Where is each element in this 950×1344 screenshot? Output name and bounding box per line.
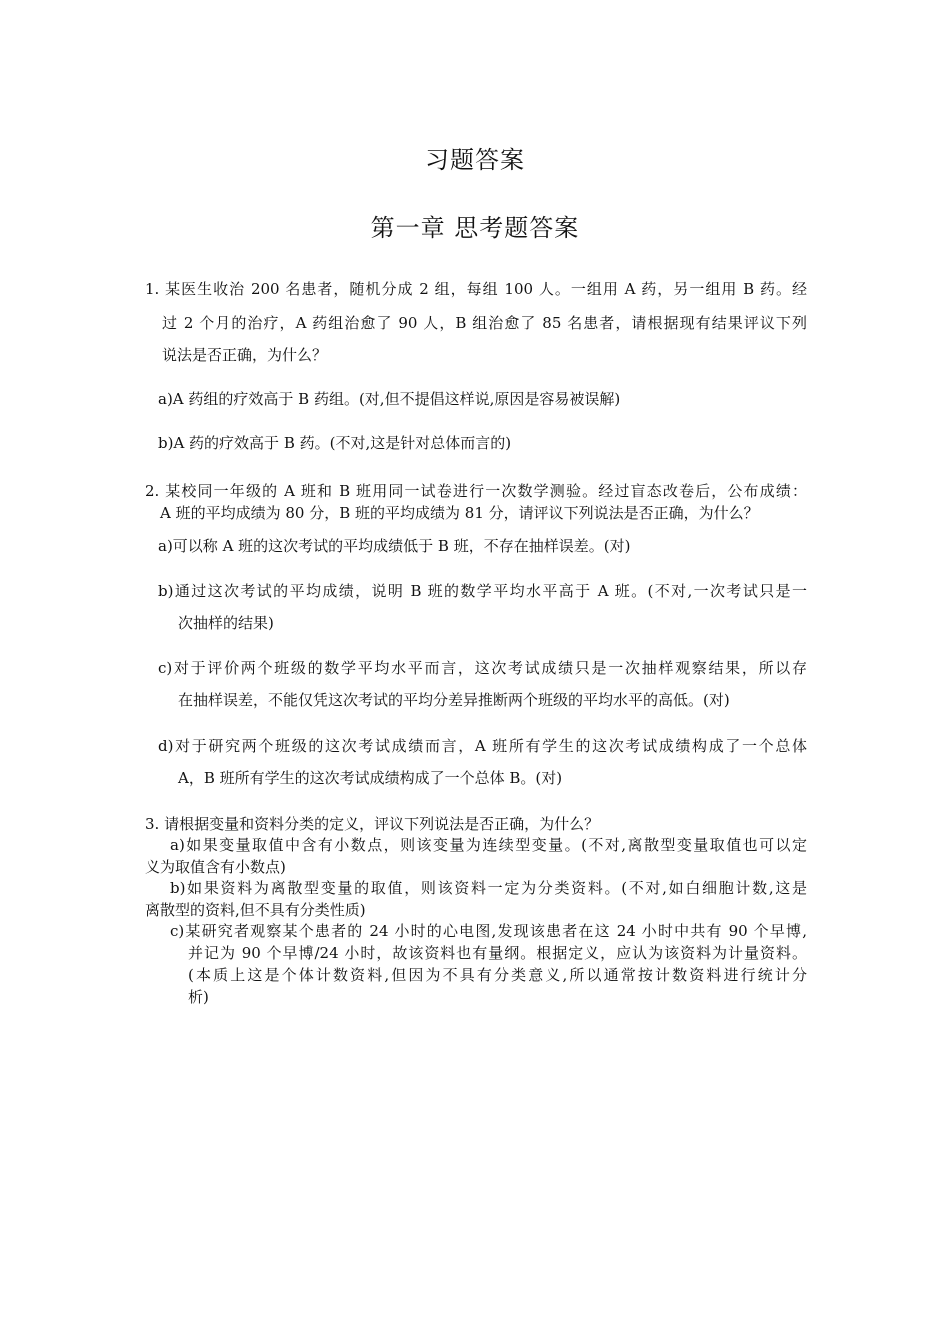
question-2-answer-d-line-1: d)对于研究两个班级的这次考试成绩而言，A 班所有学生的这次考试成绩构成了一个总体 [158, 737, 807, 755]
question-3-answer-c-line-1: c)某研究者观察某个患者的 24 小时的心电图,发现该患者在这 24 小时中共有 90 个早博, [170, 922, 807, 940]
question-2-answer-c-line-2: 在抽样误差，不能仅凭这次考试的平均分差异推断两个班级的平均水平的高低。(对) [178, 691, 730, 709]
question-3-answer-c-line-4: 析) [188, 988, 209, 1006]
question-3-answer-c-line-3: (本质上这是个体计数资料,但因为不具有分类意义,所以通常按计数资料进行统计分 [188, 966, 807, 984]
question-3-line-1: 3. 请根据变量和资料分类的定义，评议下列说法是否正确，为什么？ [145, 815, 600, 833]
question-1-answer-b: b)A 药的疗效高于 B 药。(不对,这是针对总体而言的) [158, 434, 512, 452]
document-title: 习题答案 [425, 146, 525, 174]
question-3-answer-b-line-2: 离散型的资料,但不具有分类性质) [145, 901, 366, 919]
chapter-title: 第一章 思考题答案 [370, 214, 580, 242]
question-2-line-1: 2. 某校同一年级的 A 班和 B 班用同一试卷进行一次数学测验。经过盲态改卷后，公布成绩： [145, 482, 807, 500]
question-1-line-1: 1. 某医生收治 200 名患者，随机分成 2 组，每组 100 人。一组用 A 药，另一组用 B 药。经 [145, 280, 807, 298]
question-2-answer-c-line-1: c)对于评价两个班级的数学平均水平而言，这次考试成绩只是一次抽样观察结果，所以存 [158, 659, 807, 677]
question-3-answer-b-line-1: b)如果资料为离散型变量的取值，则该资料一定为分类资料。(不对,如白细胞计数,这是 [170, 879, 807, 897]
question-2-answer-b-line-2: 次抽样的结果) [178, 614, 274, 632]
question-3-answer-a-line-1: a)如果变量取值中含有小数点，则该变量为连续型变量。(不对,离散型变量取值也可以定 [170, 836, 807, 854]
question-2-answer-d-line-2: A，B 班所有学生的这次考试成绩构成了一个总体 B。(对) [178, 769, 563, 787]
question-1-line-3: 说法是否正确，为什么？ [162, 346, 328, 364]
question-2-answer-b-line-1: b)通过这次考试的平均成绩，说明 B 班的数学平均水平高于 A 班。(不对,一次考试只是一 [158, 582, 807, 600]
question-1-answer-a: a)A 药组的疗效高于 B 药组。(对,但不提倡这样说,原因是容易被误解) [158, 390, 621, 408]
question-2-line-2: A 班的平均成绩为 80 分，B 班的平均成绩为 81 分，请评议下列说法是否正确，为什么？ [160, 504, 759, 522]
question-1-line-2: 过 2 个月的治疗，A 药组治愈了 90 人，B 组治愈了 85 名患者，请根据现有结果评议下列 [162, 314, 807, 332]
question-3-answer-c-line-2: 并记为 90 个早博/24 小时，故该资料也有量纲。根据定义，应认为该资料为计量资料。 [188, 944, 807, 962]
question-3-answer-a-line-2: 义为取值含有小数点) [145, 858, 286, 876]
question-2-answer-a: a)可以称 A 班的这次考试的平均成绩低于 B 班，不存在抽样误差。(对) [158, 537, 631, 555]
